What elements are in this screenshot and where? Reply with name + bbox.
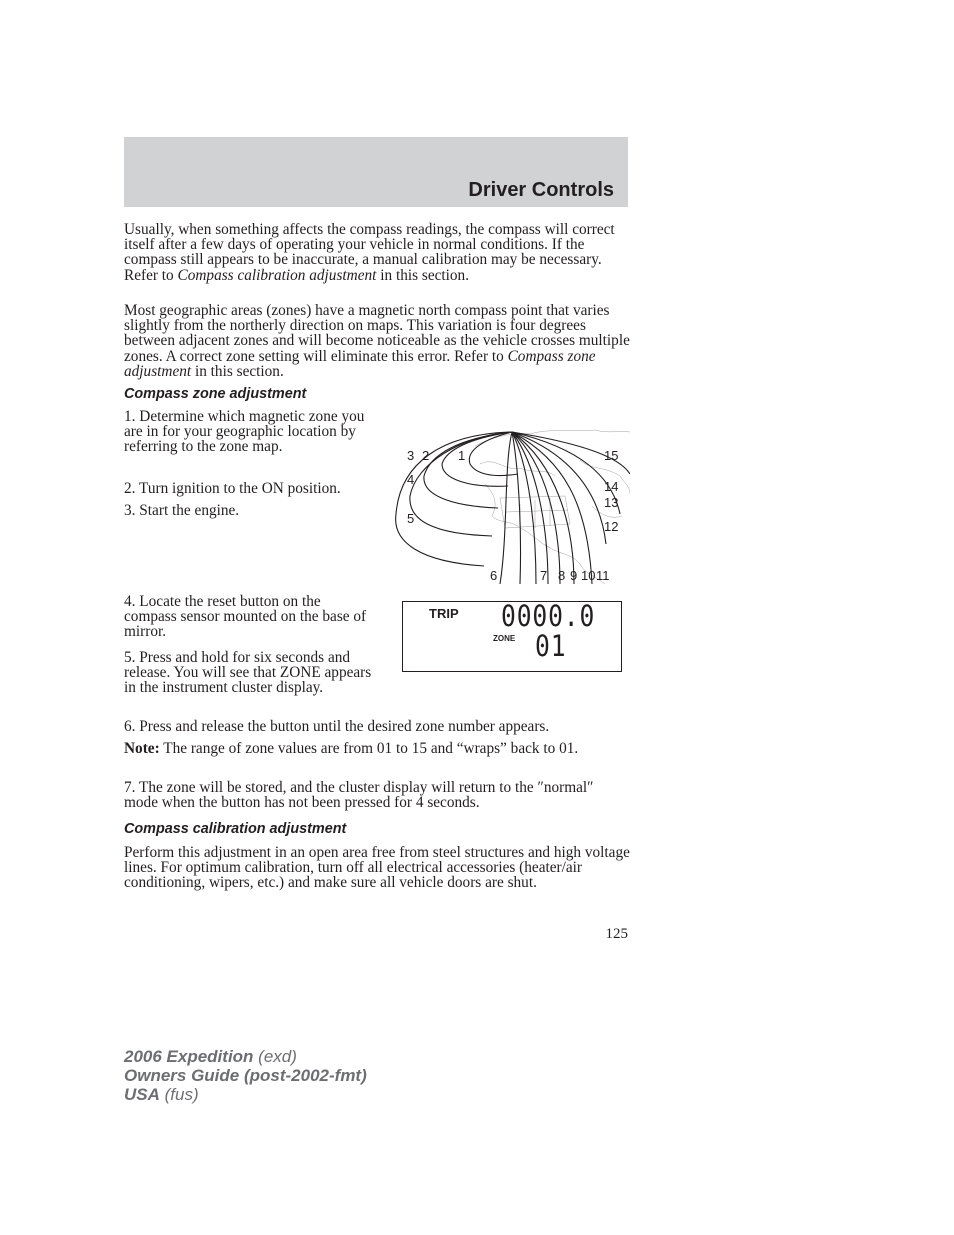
zone-step-3: 3. Start the engine. [124, 502, 240, 519]
intro-p1-text: Usually, when something affects the compass readings, the compass will correct itself after a few days of operating your vehicle in normal conditions. If the compass still appears to be inaccurate, a manual calibration may be necessary. Refer to [124, 221, 615, 284]
zone-readout: 01 [535, 629, 567, 663]
zone-step-4: 4. Locate the reset button on the compass sensor mounted on the base of mirror. [124, 593, 367, 641]
zone-step-7: 7. The zone will be stored, and the cluster display will return to the ″normal″ mode when the button has not been pressed for 4 seconds. [124, 779, 594, 812]
zone-label-13: 13 [604, 495, 619, 510]
intro-p1-end: in this section. [376, 266, 470, 284]
zone-label-14: 14 [604, 479, 619, 494]
footer-line-1 [124, 1047, 367, 1066]
zone-boundary-lines [396, 432, 630, 584]
zone-label-15: 15 [604, 448, 619, 463]
zone-label-3: 3 [407, 448, 415, 463]
zone-label-2: 2 [422, 448, 430, 463]
zone-step-6: 6. Press and release the button until the desired zone number appears. [124, 718, 550, 735]
footer-market-code: (fus) [159, 1085, 199, 1104]
footer-model: 2006 Expedition [124, 1047, 254, 1066]
footer-market: USA [124, 1085, 160, 1104]
intro-paragraph-2 [124, 303, 630, 379]
zone-label-5: 5 [407, 511, 415, 526]
footer-line-2: Owners Guide (post-2002-fmt) [124, 1066, 367, 1085]
page-number: 125 [605, 926, 628, 942]
section-header-band [124, 137, 628, 207]
footer-model-code: (exd) [253, 1047, 297, 1066]
calibration-paragraph: Perform this adjustment in an open area free from steel structures and high voltage lines. For optimum calibration, turn off all electrical accessories (heater/air conditioning, wipers, etc.) and make sure all vehicle doors are shut. [124, 844, 630, 892]
intro-p2-reference: Compass zone adjustment [124, 347, 596, 380]
intro-p2-text: Most geographic areas (zones) have a magnetic north compass point that varies slightly from the northerly direction on maps. This variation is four degrees between adjacent zones and will become noticeable as the vehicle crosses multiple zones. A correct zone setting will eliminate this error. Refer to [124, 302, 630, 365]
note-label: Note: [124, 740, 160, 757]
zone-label-6: 6 [490, 568, 498, 583]
magnetic-zone-map [380, 424, 630, 586]
zone-note [124, 741, 630, 756]
calibration-heading: Compass calibration adjustment [124, 821, 347, 837]
document-footer [124, 1047, 367, 1104]
intro-p1-reference: Compass calibration adjustment [177, 266, 377, 284]
zone-label-9: 9 [570, 568, 578, 583]
intro-paragraph-1 [124, 222, 630, 283]
zone-label-4: 4 [407, 472, 415, 487]
intro-p2-end: in this section. [191, 362, 284, 380]
cluster-display [402, 601, 622, 672]
zone-adjustment-heading: Compass zone adjustment [124, 386, 307, 402]
footer-line-3 [124, 1085, 367, 1104]
zone-step-5: 5. Press and hold for six seconds and release. You will see that ZONE appears in the instrument cluster display. [124, 649, 372, 697]
section-title: Driver Controls [468, 179, 614, 201]
note-text: The range of zone values are from 01 to 15 and “wraps” back to 01. [159, 740, 579, 757]
zone-label-10: 10 [581, 568, 596, 583]
zone-step-1: 1. Determine which magnetic zone you are in for your geographic location by referring to the zone map. [124, 408, 365, 456]
zone-label-11: 11 [596, 568, 610, 583]
zone-step-2: 2. Turn ignition to the ON position. [124, 480, 341, 497]
trip-label: TRIP [429, 606, 459, 621]
odometer-readout: 0000.0 [501, 599, 596, 633]
zone-label-1: 1 [458, 448, 466, 463]
zone-label-8: 8 [558, 568, 566, 583]
zone-label-12: 12 [604, 519, 619, 534]
zone-label: ZONE [493, 634, 516, 643]
zone-label-7: 7 [540, 568, 548, 583]
